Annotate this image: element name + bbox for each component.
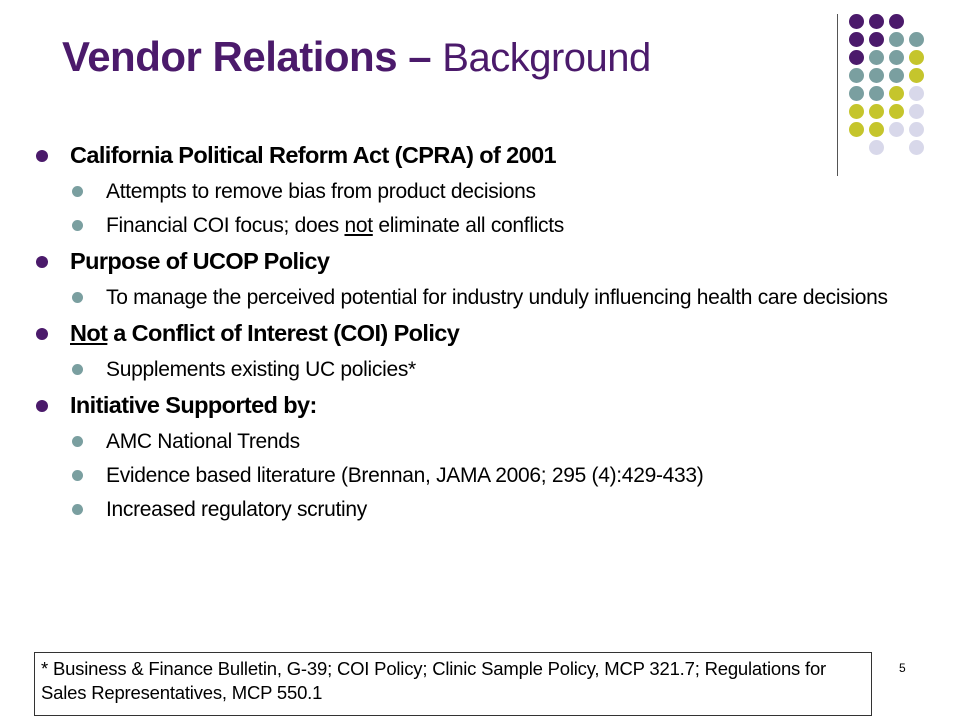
dot <box>849 50 864 65</box>
dot <box>909 86 924 101</box>
dot <box>909 122 924 137</box>
bullet-list <box>36 140 956 522</box>
dot <box>869 86 884 101</box>
underlined-text: not <box>344 214 373 237</box>
dot <box>889 104 904 119</box>
dot <box>889 86 904 101</box>
dot <box>849 104 864 119</box>
page-number: 5 <box>899 661 906 675</box>
dot <box>909 50 924 65</box>
sub-bullet-regulatory-scrutiny: Increased regulatory scrutiny <box>36 497 956 522</box>
sub-bullet-supplements: Supplements existing UC policies* <box>36 357 956 382</box>
dot <box>909 68 924 83</box>
slide-title <box>62 26 651 89</box>
sub-bullet-remove-bias: Attempts to remove bias from product decisions <box>36 179 956 204</box>
title-sub: Background <box>442 36 651 80</box>
dot <box>849 86 864 101</box>
dot <box>889 32 904 47</box>
dot <box>849 68 864 83</box>
dot <box>869 14 884 29</box>
dot <box>869 50 884 65</box>
dot <box>849 32 864 47</box>
bullet-text: a Conflict of Interest (COI) Policy <box>107 320 460 346</box>
sub-bullet-financial-coi <box>36 213 956 238</box>
dot <box>849 14 864 29</box>
bullet-not-coi-policy <box>36 318 956 348</box>
dot <box>889 14 904 29</box>
underlined-text: Not <box>70 320 108 346</box>
dot <box>909 104 924 119</box>
dot <box>869 104 884 119</box>
dot <box>869 32 884 47</box>
dot <box>889 50 904 65</box>
dot <box>909 32 924 47</box>
dot <box>849 122 864 137</box>
sub-bullet-amc-trends: AMC National Trends <box>36 429 956 454</box>
bullet-cpra: California Political Reform Act (CPRA) of 2001 <box>36 140 956 170</box>
dot <box>889 122 904 137</box>
sub-bullet-evidence-literature: Evidence based literature (Brennan, JAMA 2006; 295 (4):429-433) <box>36 463 956 488</box>
bullet-ucop-purpose: Purpose of UCOP Policy <box>36 246 956 276</box>
sub-bullet-text: Financial COI focus; does <box>106 214 345 237</box>
dot <box>889 68 904 83</box>
bullet-initiative-supported: Initiative Supported by: <box>36 390 956 420</box>
dot <box>869 122 884 137</box>
title-main: Vendor Relations – <box>62 33 443 80</box>
sub-bullet-text: eliminate all conflicts <box>372 214 564 237</box>
footnote-box: * Business & Finance Bulletin, G-39; COI Policy; Clinic Sample Policy, MCP 321.7; Regulations for Sales Representatives, MCP 550.1 <box>34 652 872 716</box>
dot <box>869 68 884 83</box>
sub-bullet-manage-influence: To manage the perceived potential for industry unduly influencing health care decisions <box>36 285 951 310</box>
